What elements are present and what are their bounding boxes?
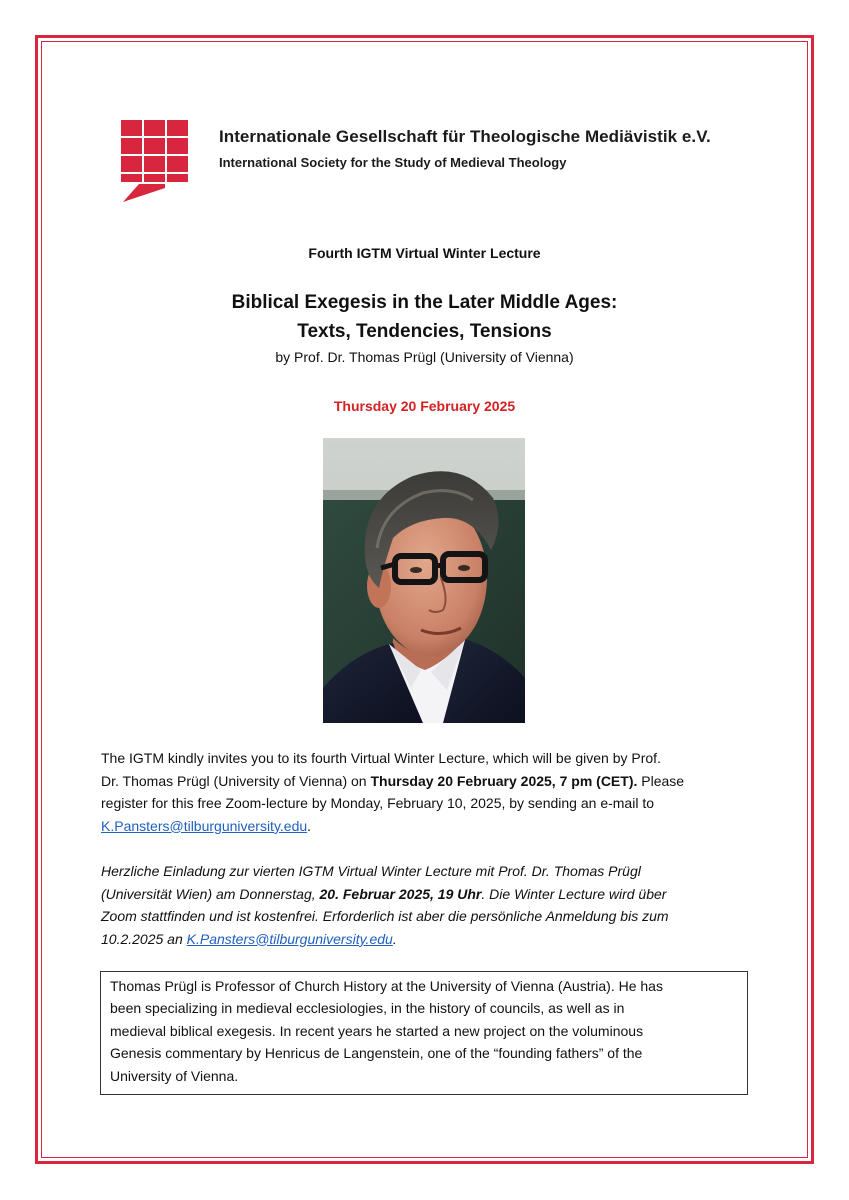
bio-line5: University of Vienna. [110, 1067, 239, 1084]
lecture-series: Fourth IGTM Virtual Winter Lecture [308, 245, 541, 261]
invitation-de-line2a: (Universität Wien) am Donnerstag, [101, 885, 320, 902]
bio-line3: medieval biblical exegesis. In recent years he started a new project on the voluminous [110, 1022, 644, 1039]
lecture-title-line1: Biblical Exegesis in the Later Middle Ages: [231, 292, 618, 313]
bio-line1: Thomas Prügl is Professor of Church History at the University of Vienna (Austria). He has [110, 978, 663, 994]
invitation-de-line2b: . Die Winter Lecture wird über [481, 885, 667, 902]
invitation-en-datetime: Thursday 20 February 2025, 7 pm (CET). [370, 772, 638, 789]
lecture-byline: by Prof. Dr. Thomas Prügl (University of Vienna) [275, 349, 574, 365]
bio-line2: been specializing in medieval ecclesiologies, in the history of councils, as well as in [110, 1000, 625, 1017]
email-link-english[interactable]: K.Pansters@tilburguniversity.edu [101, 817, 308, 834]
lecture-date: Thursday 20 February 2025 [333, 398, 516, 414]
portrait-photo [323, 438, 525, 723]
invitation-de-line4: 10.2.2025 an [101, 930, 187, 947]
invitation-en-line2b: Please [637, 772, 685, 789]
invitation-de-line1: Herzliche Einladung zur vierten IGTM Virtual Winter Lecture mit Prof. Dr. Thomas Prügl [101, 863, 641, 879]
invitation-de-line3: Zoom stattfinden und ist kostenfrei. Erforderlich ist aber die persönliche Anmeldung bis zum [101, 908, 669, 925]
lecture-title-line2: Texts, Tendencies, Tensions [297, 321, 552, 342]
organization-name-german: Internationale Gesellschaft für Theologische Mediävistik e.V. [219, 127, 711, 146]
invitation-de-end: . [392, 930, 397, 947]
email-link-german[interactable]: K.Pansters@tilburguniversity.edu [186, 930, 393, 947]
invitation-en-line2a: Dr. Thomas Prügl (University of Vienna) on [101, 772, 371, 789]
igtm-logo [121, 120, 189, 202]
invitation-en-line3: register for this free Zoom-lecture by Monday, February 10, 2025, by sending an e-mail to [101, 795, 655, 812]
invitation-english [101, 747, 751, 837]
invitation-german [101, 860, 751, 950]
organization-name-english: International Society for the Study of Medieval Theology [219, 155, 567, 170]
speaker-bio-box [100, 971, 748, 1095]
invitation-de-datetime: 20. Februar 2025, 19 Uhr [319, 885, 482, 902]
invitation-en-line1: The IGTM kindly invites you to its fourth Virtual Winter Lecture, which will be given by Prof. [101, 750, 661, 766]
bio-line4: Genesis commentary by Henricus de Langenstein, one of the “founding fathers” of the [110, 1045, 643, 1062]
invitation-en-end: . [307, 817, 312, 834]
